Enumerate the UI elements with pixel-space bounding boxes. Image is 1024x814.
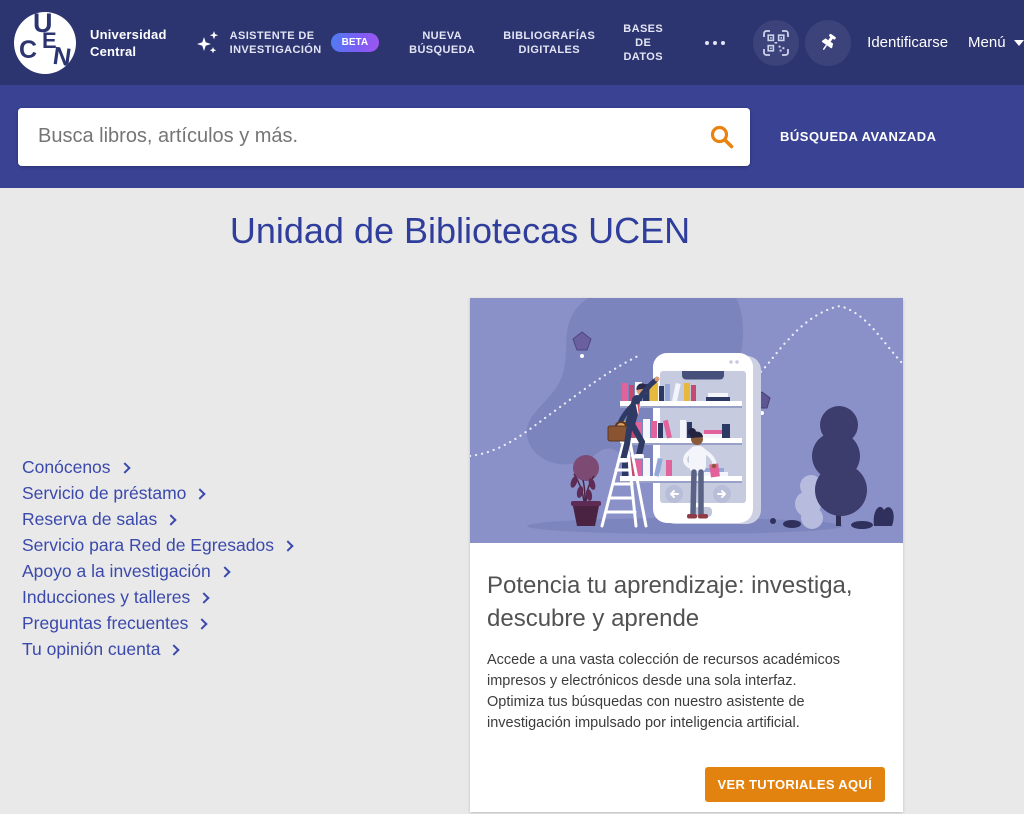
- card-text: [487, 650, 885, 734]
- magnifier-icon: [708, 123, 736, 151]
- logo-letter: N: [51, 41, 73, 72]
- qr-code-button[interactable]: [753, 20, 799, 66]
- qr-code-icon: [763, 30, 789, 56]
- chevron-right-icon: [197, 618, 208, 629]
- link-preguntas-frecuentes[interactable]: Preguntas frecuentes: [22, 610, 292, 636]
- ucen-logo-icon: [14, 12, 76, 74]
- top-header: [0, 0, 1024, 85]
- sparkles-icon: [197, 29, 221, 56]
- nav-label: ASISTENTE DE: [229, 29, 315, 42]
- link-apoyo-investigacion[interactable]: Apoyo a la investigación: [22, 558, 292, 584]
- library-illustration: [470, 298, 903, 543]
- logo-letter: E: [42, 27, 57, 53]
- logo-letter: U: [33, 11, 53, 38]
- logo-letter: C: [19, 35, 38, 64]
- link-red-de-egresados[interactable]: Servicio para Red de Egresados: [22, 532, 292, 558]
- beta-badge: BETA: [331, 33, 379, 52]
- pushpin-icon: [817, 32, 839, 54]
- chevron-right-icon: [219, 566, 230, 577]
- link-conocenos[interactable]: Conócenos: [22, 454, 292, 480]
- link-servicio-de-prestamo[interactable]: Servicio de préstamo: [22, 480, 292, 506]
- pushpin-button[interactable]: [805, 20, 851, 66]
- chevron-right-icon: [195, 488, 206, 499]
- search-box: [18, 108, 750, 166]
- link-inducciones-talleres[interactable]: Inducciones y talleres: [22, 584, 292, 610]
- card-actions: [487, 767, 885, 802]
- sign-in-button[interactable]: Identificarse: [867, 34, 949, 51]
- view-tutorials-button[interactable]: VER TUTORIALES AQUÍ: [705, 767, 886, 802]
- main-content: [0, 188, 1024, 814]
- more-options-icon[interactable]: [677, 0, 753, 85]
- nav-item-databases[interactable]: BASES DE DATOS: [623, 22, 664, 63]
- advanced-search-link[interactable]: BÚSQUEDA AVANZADA: [780, 129, 937, 144]
- chevron-right-icon: [169, 644, 180, 655]
- nav-item-digital-bibliographies[interactable]: BIBLIOGRAFÍAS DIGITALES: [503, 29, 596, 56]
- brand-name: Universidad Central: [90, 26, 167, 59]
- chevron-right-icon: [199, 592, 210, 603]
- card-text-line: Optimiza tus búsquedas con nuestro asistente de investigación impulsado por inteligencia artificial.: [487, 694, 805, 731]
- header-actions: [753, 0, 1024, 85]
- card-body: [470, 548, 903, 812]
- card-title: Potencia tu aprendizaje: investiga, descubre y aprende: [487, 572, 853, 632]
- quick-links-list: [22, 454, 292, 662]
- nav-item-new-search[interactable]: NUEVA BÚSQUEDA: [409, 29, 476, 56]
- promo-card: [470, 298, 903, 812]
- logo-home-link[interactable]: [0, 0, 181, 85]
- search-band: [0, 85, 1024, 188]
- menu-button[interactable]: Menú: [968, 34, 1024, 51]
- nav-label: INVESTIGACIÓN: [229, 43, 322, 56]
- page-title: Unidad de Bibliotecas UCEN: [229, 210, 691, 251]
- search-button[interactable]: [694, 108, 750, 166]
- nav-item-research-assistant[interactable]: [181, 0, 395, 85]
- chevron-right-icon: [282, 540, 293, 551]
- chevron-down-icon: [1014, 40, 1024, 46]
- card-text-line: Accede a una vasta colección de recursos académicos impresos y electrónicos desde una sola interfaz.: [487, 652, 841, 689]
- link-reserva-de-salas[interactable]: Reserva de salas: [22, 506, 292, 532]
- link-tu-opinion-cuenta[interactable]: Tu opinión cuenta: [22, 636, 292, 662]
- search-input[interactable]: [18, 108, 694, 166]
- chevron-right-icon: [166, 514, 177, 525]
- chevron-right-icon: [119, 462, 130, 473]
